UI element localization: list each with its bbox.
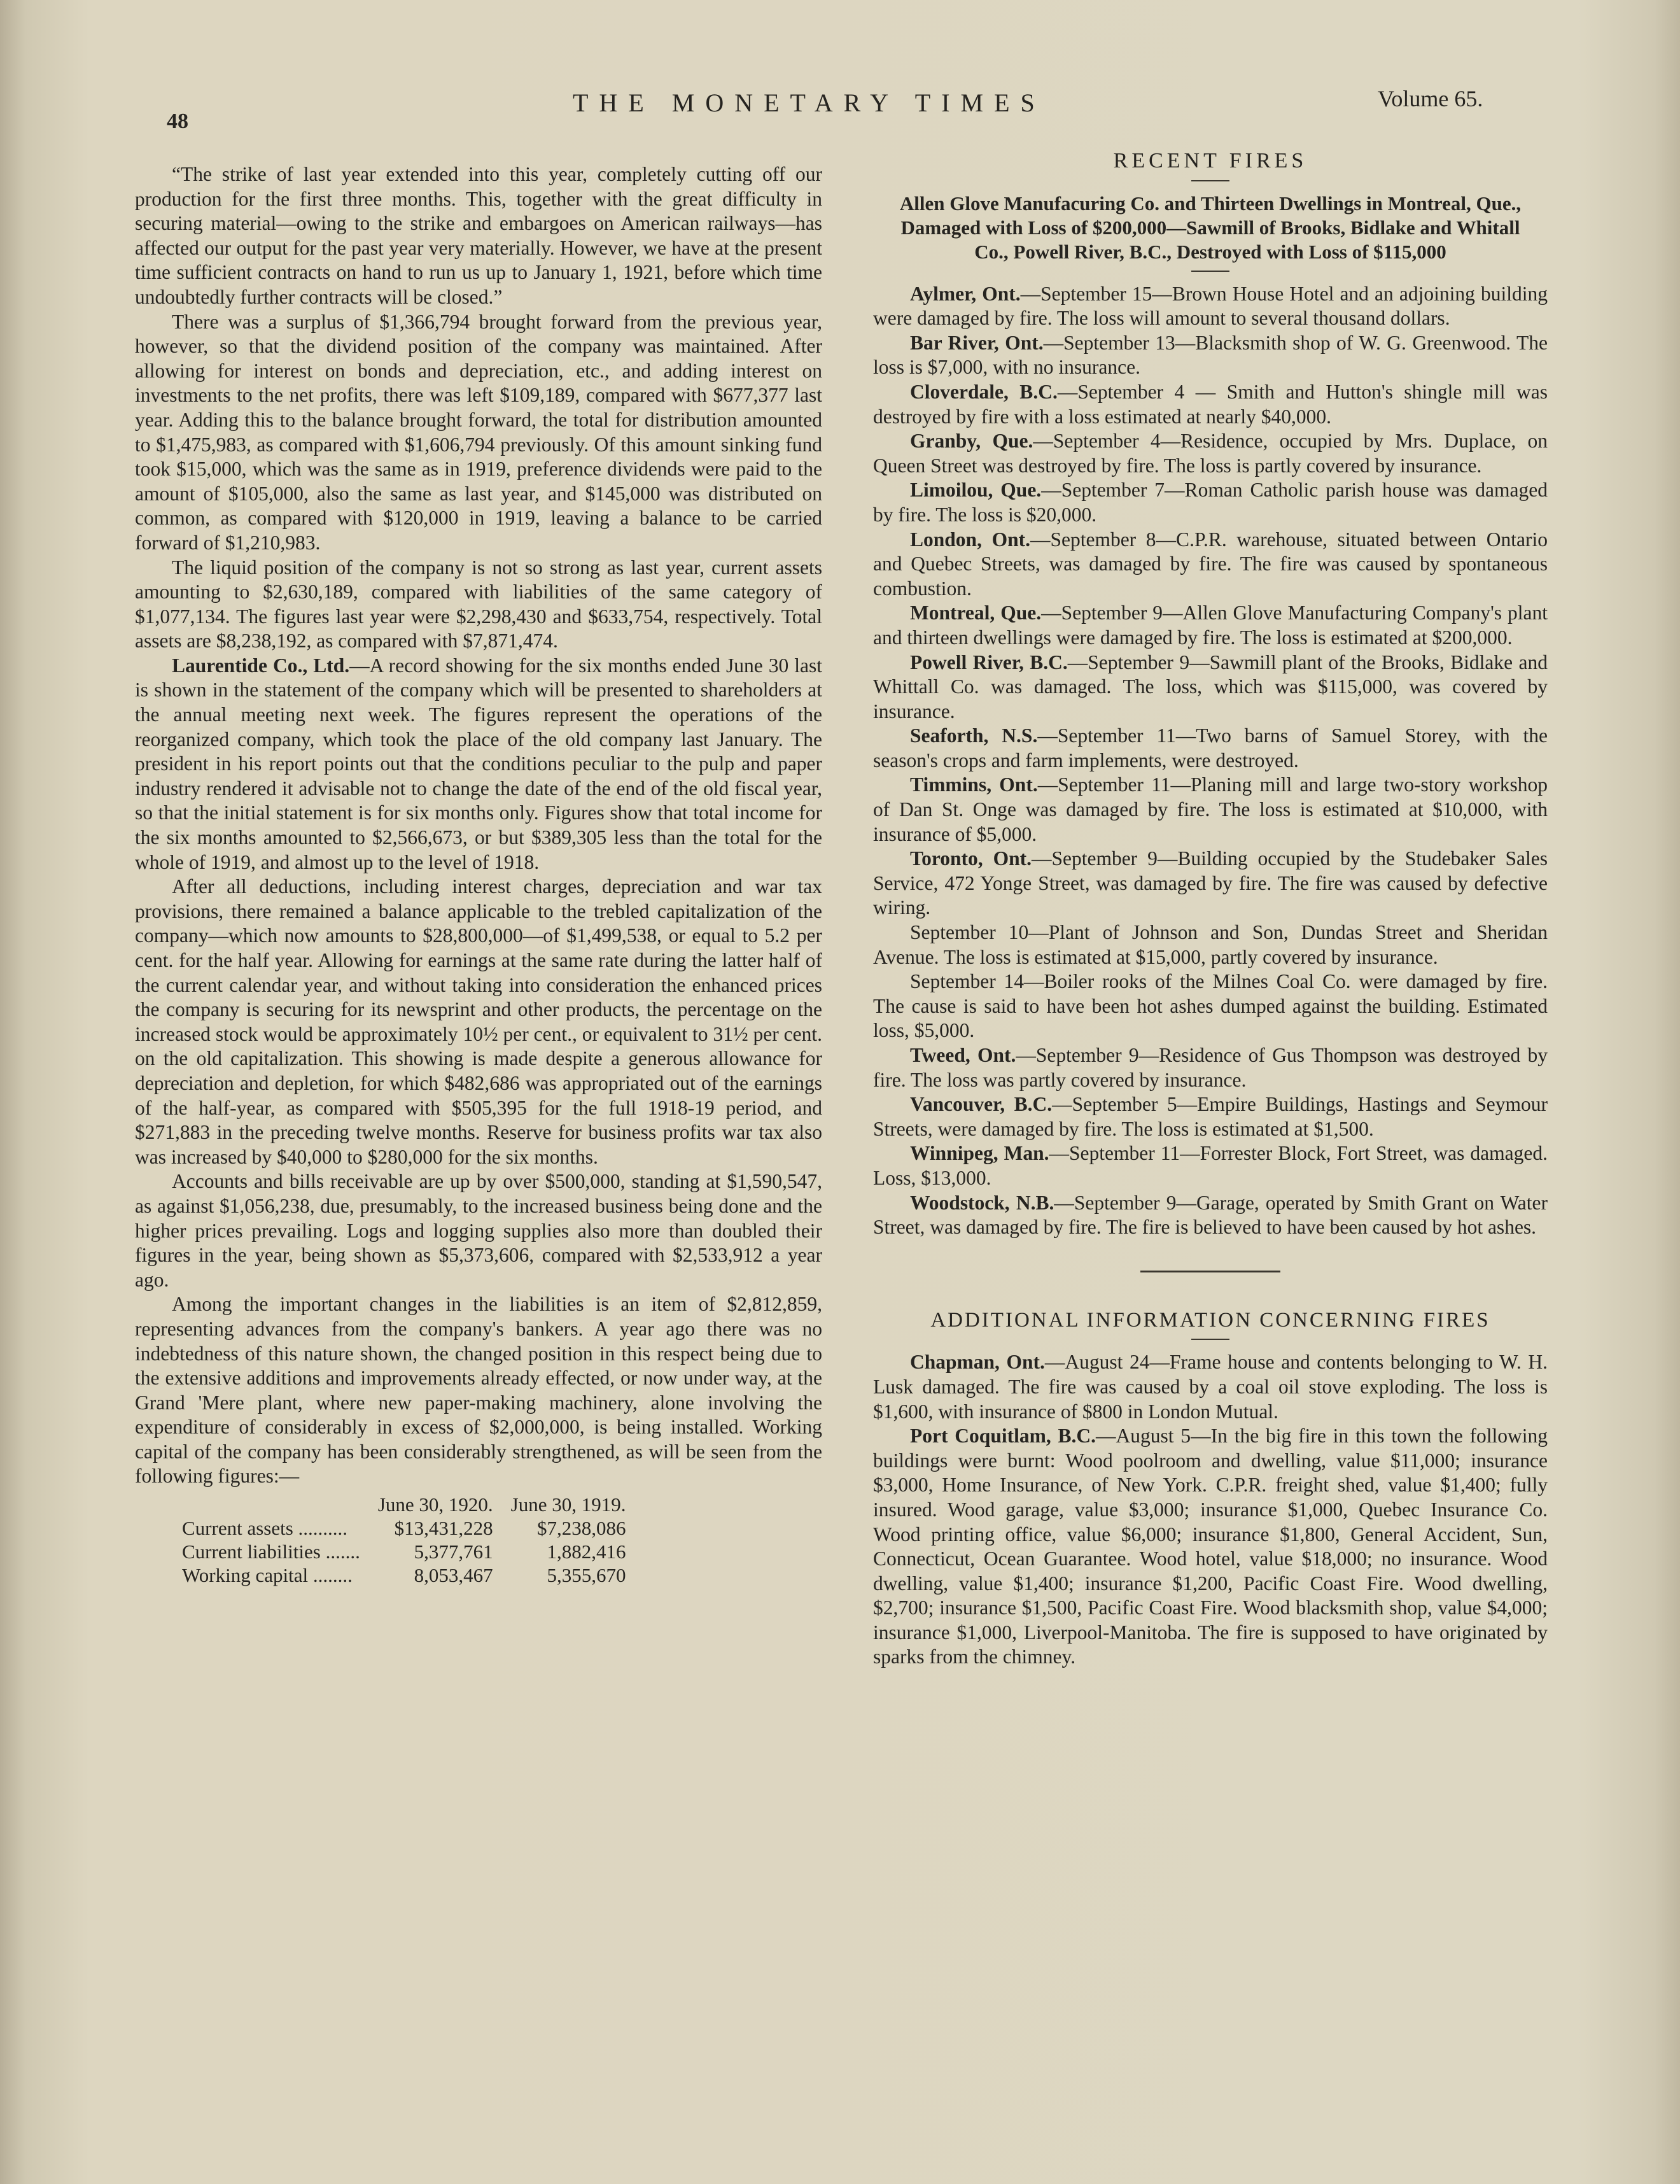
list-item: Timmins, Ont.—September 11—Planing mill and large two-story workshop of Dan St. Onge was damaged by fire. The loss is estimated at $10,000, with insurance of $5,000.: [873, 773, 1548, 845]
table-col-1919: June 30, 1919.: [510, 1493, 626, 1516]
list-item: Cloverdale, B.C.—September 4 — Smith and Hutton's shingle mill was destroyed by fire with a loss estimated at nearly $40,000.: [873, 380, 1548, 428]
table-col-1920: June 30, 1920.: [377, 1493, 493, 1516]
list-item: Montreal, Que.—September 9—Allen Glove Manufacturing Company's plant and thirteen dwellings were damaged by fire. The loss is estimated at $200,000.: [873, 602, 1548, 649]
paragraph-deductions: After all deductions, including interest charges, depreciation and war tax provisions, there remained a balance applicable to the trebled capitalization of the company—which now amounts to $28,800,000—of $1,499,538, or equal to 5.2 per cent. for the half year. Allowing for earnings at the same rate during the latter half of the current calendar year, and without taking into consideration the enhanced prices the company is securing for its newsprint and other products, the percentage on the increased stock would be approximately 10½ per cent., or equivalent to 31½ per cent. on the old capitalization. This showing is made despite a generous allowance for depreciation and depletion, for which $482,686 was appropriated out of the earnings of the half-year, as compared with $505,395 for the full 1918-19 period, and $271,883 in the preceding twelve months. Reserve for business profits war tax also was increased by $40,000 to $280,000 for the six months.: [135, 875, 822, 1168]
row-label: Current liabilities .......: [182, 1540, 360, 1563]
list-item: Seaforth, N.S.—September 11—Two barns of Samuel Storey, with the season's crops and farm implements, were destroyed.: [873, 724, 1548, 771]
additional-info-title: ADDITIONAL INFORMATION CONCERNING FIRES: [930, 1308, 1490, 1332]
row-value-1920: $13,431,228: [394, 1517, 493, 1540]
list-item: September 14—Boiler rooks of the Milnes Coal Co. were damaged by fire. The cause is said to have been hot ashes dumped against the building. Estimated loss, $5,000.: [873, 970, 1548, 1042]
list-item: London, Ont.—September 8—C.P.R. warehouse, situated between Ontario and Quebec Streets, was damaged by fire. The fire was caused by spontaneous combustion.: [873, 528, 1548, 600]
fire-list: [873, 282, 1548, 1240]
list-item: Tweed, Ont.—September 9—Residence of Gus Thompson was destroyed by fire. The loss was partly covered by insurance.: [873, 1044, 1548, 1091]
masthead: THE MONETARY TIMES: [573, 88, 1046, 117]
paragraph-liabilities: Among the important changes in the liabilities is an item of $2,812,859, representing advances from the company's bankers. A year ago there was no indebtedness of this nature shown, the changed position in this respect being due to the extensive additions and improvements already effected, or now under way, at the Grand 'Mere plant, where new paper-making machinery, alone involving the expenditure of considerably in excess of $2,000,000, is being installed. Working capital of the company has been considerably strengthened, as will be seen from the following figures:—: [135, 1293, 822, 1488]
list-item: Chapman, Ont.—August 24—Frame house and contents belonging to W. H. Lusk damaged. The fire was caused by a coal oil stove exploding. The loss is $1,600, with insurance of $800 in London Mutual.: [873, 1351, 1548, 1423]
list-item: Port Coquitlam, B.C.—August 5—In the big fire in this town the following buildings were burnt: Wood poolroom and dwelling, value $11,000; insurance $3,000, Home Insurance, of New York. C.P.R. freight shed, value $1,400; fully insured. Wood garage, value $3,000; insurance $1,000, Quebec Insurance Co. Wood printing office, value $6,000; insurance $1,800, General Accident, Sun, Connecticut, Ocean Guarantee. Wood hotel, value $18,000; no insurance. Wood dwelling, value $1,400; insurance $1,200, Pacific Coast Fire. Wood dwelling, $2,700; insurance $1,500, Pacific Coast Fire. Wood blacksmith shop, value $4,000; insurance $1,000, Liverpool-Manitoba. The fire is supposed to have originated by sparks from the chimney.: [873, 1425, 1548, 1668]
list-item: Limoilou, Que.—September 7—Roman Catholic parish house was damaged by fire. The loss is $20,000.: [873, 479, 1548, 526]
divider: [1191, 180, 1229, 181]
table-row: [173, 1516, 634, 1540]
laurentide-lead: Laurentide Co., Ltd.: [172, 654, 350, 677]
additional-fire-list: [873, 1350, 1548, 1670]
row-value-1920: 5,377,761: [414, 1540, 493, 1563]
table-row: [173, 1540, 634, 1563]
row-value-1920: 8,053,467: [414, 1564, 493, 1587]
working-capital-table: [173, 1493, 634, 1587]
paragraph-laurentide: [135, 654, 822, 875]
paragraph-strike: “The strike of last year extended into this year, completely cutting off our production for the first three months. This, together with the great difficulty in securing material—owing to the strike and embargoes on American railways—has affected our output for the past year very materially. However, we have at the present time sufficient contracts on hand to run us up to January 1, 1921, before which time undoubtedly further contracts will be closed.”: [135, 163, 822, 308]
list-item: Toronto, Ont.—September 9—Building occupied by the Studebaker Sales Service, 472 Yonge Street, was damaged by fire. The fire was caused by defective wiring.: [873, 847, 1548, 919]
row-value-1919: $7,238,086: [536, 1517, 626, 1540]
section-divider: [1140, 1271, 1280, 1272]
list-item: Granby, Que.—September 4—Residence, occupied by Mrs. Duplace, on Queen Street was destroyed by fire. The loss is partly covered by insurance.: [873, 430, 1548, 477]
paragraph-liquid-position: The liquid position of the company is not so strong as last year, current assets amounting to $2,630,189, compared with liabilities of the same category of $1,077,134. The figures last year were $2,298,430 and $633,754, respectively. Total assets are $8,238,192, as compared with $7,871,474.: [135, 556, 822, 652]
list-item: September 10—Plant of Johnson and Son, Dundas Street and Sheridan Avenue. The loss is estimated at $15,000, partly covered by insurance.: [873, 921, 1548, 968]
paragraph-receivables: Accounts and bills receivable are up by over $500,000, standing at $1,590,547, as against $1,056,238, due, presumably, to the increased business being done and the higher prices prevailing. Logs and logging supplies also more than doubled their figures in the year, being shown as $5,373,606, compared with $2,533,912 a year ago.: [135, 1170, 822, 1291]
recent-fires-subhead: Allen Glove Manufacuring Co. and Thirteen Dwellings in Montreal, Que., Damaged with Loss of $200,000—Sawmill of Brooks, Bidlake and Whitall Co., Powell River, B.C., Destroyed with Loss of $115,000: [899, 192, 1522, 263]
list-item: Powell River, B.C.—September 9—Sawmill plant of the Brooks, Bidlake and Whittall Co. was damaged. The loss, which was $115,000, was covered by insurance.: [873, 651, 1548, 722]
list-item: Bar River, Ont.—September 13—Blacksmith shop of W. G. Greenwood. The loss is $7,000, with no insurance.: [873, 331, 1548, 379]
recent-fires-title: RECENT FIRES: [1113, 149, 1308, 173]
table-header-row: [173, 1493, 634, 1516]
left-column: [135, 162, 822, 1587]
page-header: [0, 76, 1680, 134]
row-value-1919: 5,355,670: [547, 1564, 626, 1587]
table-row: [173, 1563, 634, 1587]
list-item: Winnipeg, Man.—September 11—Forrester Block, Fort Street, was damaged. Loss, $13,000.: [873, 1142, 1548, 1189]
volume-label: Volume 65.: [1378, 86, 1483, 111]
list-item: Woodstock, N.B.—September 9—Garage, operated by Smith Grant on Water Street, was damaged by fire. The fire is believed to have been caused by hot ashes.: [873, 1191, 1548, 1239]
list-item: Aylmer, Ont.—September 15—Brown House Hotel and an adjoining building were damaged by fire. The loss will amount to several thousand dollars.: [873, 282, 1548, 330]
row-label: Working capital ........: [182, 1564, 353, 1587]
row-label: Current assets ..........: [182, 1517, 348, 1540]
row-value-1919: 1,882,416: [547, 1540, 626, 1563]
list-item: Vancouver, B.C.—September 5—Empire Buildings, Hastings and Seymour Streets, were damaged by fire. The loss is estimated at $1,500.: [873, 1093, 1548, 1140]
laurentide-text: —A record showing for the six months ended June 30 last is shown in the statement of the company which will be presented to shareholders at the annual meeting next week. The figures represent the operations of the reorganized company, which took the place of the old company last January. The president in his report points out that the conditions peculiar to the pulp and paper industry rendered it advisable not to change the date of the end of the old fiscal year, so that the initial statement is for six months only. Figures show that total income for the six months amounted to $2,566,673, or but $389,305 less than the total for the whole of 1919, and almost up to the level of 1918.: [135, 654, 822, 873]
right-column: [873, 141, 1548, 1670]
divider: [1191, 1339, 1229, 1340]
paragraph-surplus: There was a surplus of $1,366,794 brought forward from the previous year, however, so that the dividend position of the company was maintained. After allowing for interest on bonds and depreciation, etc., and adding interest on investments to the net profits, there was left $109,189, compared with $677,377 last year. Adding this to the balance brought forward, the total for distribution amounted to $1,475,983, as compared with $1,606,794 previously. Of this amount sinking fund took $15,000, which was the same as in 1919, preference dividends were paid to the amount of $105,000, also the same as last year, and $145,000 was distributed on common, as compared with $120,000 in 1919, leaving a balance to be carried forward of $1,210,983.: [135, 310, 822, 554]
divider: [1191, 271, 1229, 272]
page-number: 48: [167, 109, 188, 133]
